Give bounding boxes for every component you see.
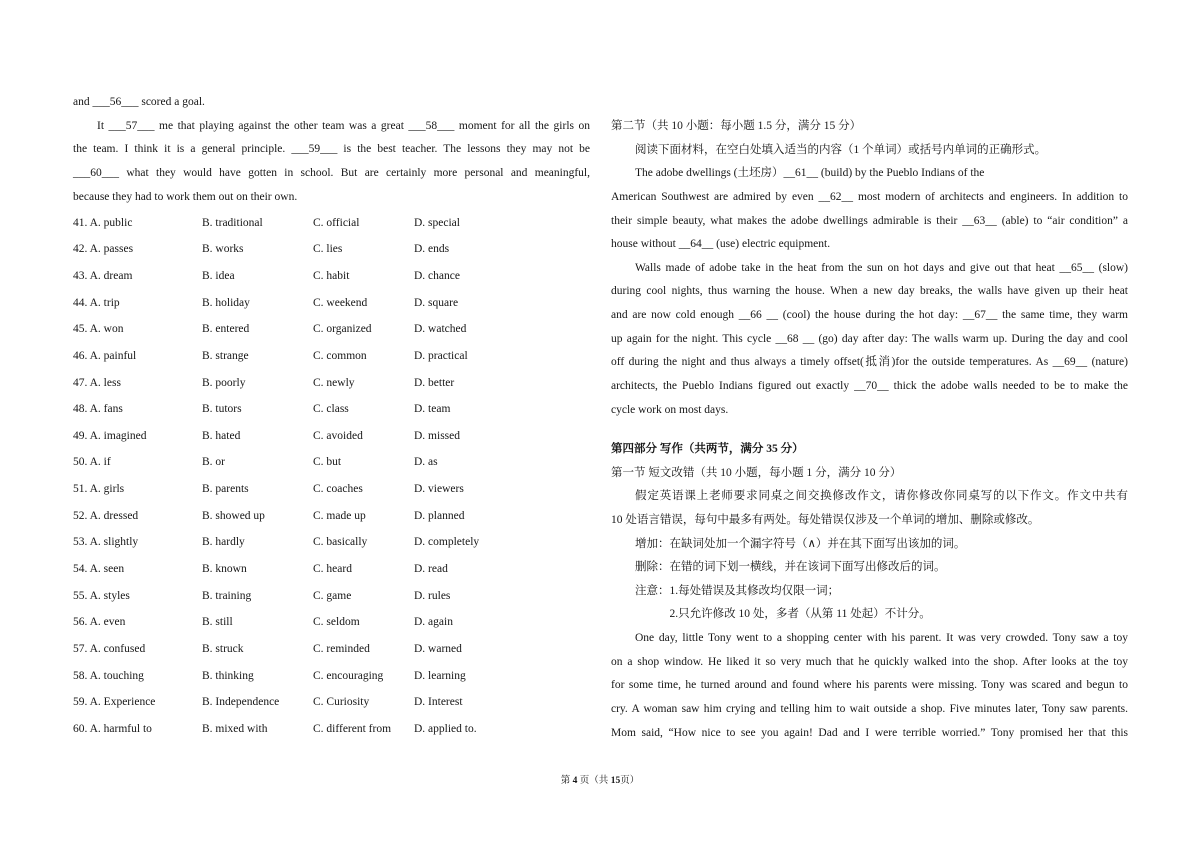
- option-text: A. styles: [89, 589, 130, 602]
- option-text: A. imagined: [89, 429, 147, 442]
- option-row: [73, 689, 590, 716]
- option-c: [313, 290, 367, 317]
- essay-line: One day, little Tony went to a shopping center with his parent. It was very crowded. Tony saw a toy: [635, 632, 1128, 645]
- option-c: [313, 583, 351, 610]
- option-row: [73, 583, 590, 610]
- passage-line: because they had to work them out on their own.: [73, 190, 298, 203]
- option-text: C. reminded: [313, 642, 370, 655]
- option-c: [313, 689, 369, 716]
- option-d: [414, 609, 453, 636]
- option-b: [202, 636, 244, 663]
- option-text: B. poorly: [202, 376, 246, 389]
- option-text: B. parents: [202, 483, 249, 496]
- option-b: [202, 609, 233, 636]
- option-text: C. encouraging: [313, 669, 384, 682]
- option-text: C. organized: [313, 323, 372, 336]
- option-text: B. hated: [202, 429, 241, 442]
- question-number: 56.: [73, 616, 88, 629]
- option-text: D. practical: [414, 349, 468, 362]
- option-text: B. strange: [202, 349, 249, 362]
- option-text: D. rules: [414, 589, 451, 602]
- option-d: [414, 716, 477, 743]
- option-a: [73, 503, 138, 530]
- page-footer-middle: 页（共: [579, 776, 609, 786]
- option-d: [414, 263, 460, 290]
- option-text: C. weekend: [313, 296, 368, 309]
- option-text: D. team: [414, 403, 451, 416]
- option-text: D. planned: [414, 509, 465, 522]
- option-b: [202, 663, 254, 690]
- option-d: [414, 529, 479, 556]
- option-text: D. square: [414, 296, 459, 309]
- option-text: D. learning: [414, 669, 466, 682]
- option-row: [73, 396, 590, 423]
- question-number: 55.: [73, 589, 88, 602]
- option-a: [73, 716, 152, 743]
- passage-line: their simple beauty, what makes the adobe dwellings admirable is their __63__ (able) to “air condition” a: [611, 214, 1128, 227]
- option-b: [202, 716, 268, 743]
- option-text: B. holiday: [202, 296, 250, 309]
- option-a: [73, 556, 124, 583]
- option-a: [73, 689, 155, 716]
- option-c: [313, 636, 370, 663]
- passage-line: up again for the night. This cycle __68 __ (go) day after day: The walls warm up. During the day and cool: [611, 332, 1128, 345]
- passage-line: house without __64__ (use) electric equipment.: [611, 238, 831, 251]
- cloze-passage-tail: [73, 91, 590, 209]
- option-a: [73, 449, 111, 476]
- option-text: A. confused: [89, 642, 146, 655]
- option-text: D. viewers: [414, 483, 464, 496]
- section-instruction: 阅读下面材料，在空白处填入适当的内容（1 个单词）或括号内单词的正确形式。: [635, 143, 1047, 156]
- option-d: [414, 663, 466, 690]
- option-b: [202, 423, 240, 450]
- passage-line: the team. I think it is a general principle. ___59___ is the best teacher. The lessons they may not be: [73, 143, 590, 156]
- question-number: 54.: [73, 563, 88, 576]
- option-row: [73, 343, 590, 370]
- option-text: D. warned: [414, 642, 462, 655]
- option-text: D. watched: [414, 323, 467, 336]
- option-b: [202, 449, 225, 476]
- section-instruction: 假定英语课上老师要求同桌之间交换修改作文，请你修改你同桌写的以下作文。作文中共有: [635, 490, 1128, 503]
- option-b: [202, 210, 263, 237]
- option-text: D. ends: [414, 243, 450, 256]
- option-a: [73, 529, 138, 556]
- option-text: B. Independence: [202, 696, 280, 709]
- option-text: C. Curiosity: [313, 696, 370, 709]
- option-text: A. passes: [89, 243, 134, 256]
- option-text: C. seldom: [313, 616, 360, 629]
- option-a: [73, 476, 124, 503]
- notes-label: 注意：: [635, 584, 670, 597]
- option-b: [202, 316, 249, 343]
- option-text: A. public: [89, 216, 133, 229]
- option-d: [414, 636, 462, 663]
- option-row: [73, 556, 590, 583]
- passage-line: architects, the Pueblo Indians figured out exactly __70__ thick the adobe walls needed to be to make the: [611, 380, 1128, 393]
- option-d: [414, 449, 438, 476]
- section-heading: 第二节（共 10 小题：每小题 1.5 分，满分 15 分）: [611, 120, 862, 132]
- option-text: C. basically: [313, 536, 368, 549]
- option-row: [73, 503, 590, 530]
- option-c: [313, 263, 349, 290]
- option-c: [313, 503, 366, 530]
- option-c: [313, 663, 383, 690]
- option-text: D. applied to.: [414, 722, 477, 735]
- cloze-options-list: [73, 210, 590, 743]
- option-d: [414, 689, 463, 716]
- page-footer: [400, 772, 800, 790]
- passage-line: and are now cold enough __66 __ (cool) the house during the hot day: __67__ the same time, they warm: [611, 309, 1128, 322]
- option-text: A. if: [89, 456, 111, 469]
- question-number: 47.: [73, 376, 88, 389]
- question-number: 41.: [73, 216, 88, 229]
- option-text: A. seen: [89, 563, 125, 576]
- question-number: 53.: [73, 536, 88, 549]
- option-a: [73, 396, 123, 423]
- option-b: [202, 396, 242, 423]
- option-text: D. read: [414, 563, 448, 576]
- option-c: [313, 609, 360, 636]
- delete-rule: 删除：在错的词下划一横线，并在该词下面写出修改后的词。: [635, 561, 946, 574]
- option-text: C. but: [313, 456, 342, 469]
- part-heading: 第四部分 写作（共两节，满分 35 分）: [611, 443, 804, 455]
- option-row: [73, 663, 590, 690]
- option-d: [414, 343, 468, 370]
- note-item: 2.只允许修改 10 处，多者（从第 11 处起）不计分。: [669, 608, 931, 621]
- option-text: A. Experience: [89, 696, 156, 709]
- option-text: D. chance: [414, 269, 460, 282]
- option-b: [202, 236, 244, 263]
- question-number: 52.: [73, 509, 88, 522]
- option-row: [73, 370, 590, 397]
- option-text: C. heard: [313, 563, 352, 576]
- page-footer-prefix: 第: [560, 776, 571, 786]
- option-c: [313, 316, 372, 343]
- option-row: [73, 449, 590, 476]
- option-row: [73, 636, 590, 663]
- option-text: C. habit: [313, 269, 350, 282]
- option-text: B. mixed with: [202, 722, 268, 735]
- add-rule: 增加：在缺词处加一个漏字符号（∧）并在其下面写出该加的词。: [635, 537, 966, 550]
- option-a: [73, 263, 132, 290]
- option-b: [202, 583, 251, 610]
- option-text: C. newly: [313, 376, 355, 389]
- option-text: A. won: [89, 323, 124, 336]
- option-d: [414, 556, 448, 583]
- option-text: D. again: [414, 616, 453, 629]
- option-text: B. hardly: [202, 536, 245, 549]
- option-a: [73, 609, 125, 636]
- page-footer-suffix: 页）: [620, 776, 640, 786]
- notes: [611, 580, 1128, 627]
- option-row: [73, 210, 590, 237]
- option-row: [73, 609, 590, 636]
- option-text: A. slightly: [89, 536, 139, 549]
- passage-line: during cool nights, thus warning the house. When a new day breaks, the walls have given up their heat: [611, 285, 1128, 298]
- option-a: [73, 236, 133, 263]
- option-b: [202, 290, 250, 317]
- passage-line: Walls made of adobe take in the heat from the sun on hot days and give out that heat __65__ (slow): [635, 261, 1128, 274]
- option-text: A. girls: [89, 483, 125, 496]
- option-row: [73, 290, 590, 317]
- option-b: [202, 689, 279, 716]
- option-text: A. touching: [89, 669, 144, 682]
- option-c: [313, 423, 363, 450]
- option-a: [73, 636, 145, 663]
- option-text: A. even: [89, 616, 126, 629]
- option-text: B. training: [202, 589, 252, 602]
- option-a: [73, 316, 124, 343]
- option-text: C. avoided: [313, 429, 363, 442]
- option-b: [202, 476, 249, 503]
- question-number: 60.: [73, 722, 88, 735]
- question-number: 50.: [73, 456, 88, 469]
- option-c: [313, 529, 367, 556]
- option-d: [414, 370, 454, 397]
- option-text: C. different from: [313, 722, 392, 735]
- option-text: D. Interest: [414, 696, 463, 709]
- option-a: [73, 210, 132, 237]
- option-text: D. better: [414, 376, 455, 389]
- option-text: B. traditional: [202, 216, 263, 229]
- essay-line: cry. A woman saw him crying and telling him to wait outside a shop. Five minutes later, Tony saw parents.: [611, 703, 1128, 716]
- option-a: [73, 290, 120, 317]
- option-d: [414, 583, 450, 610]
- option-c: [313, 716, 391, 743]
- option-b: [202, 529, 245, 556]
- option-text: B. works: [202, 243, 244, 256]
- option-row: [73, 529, 590, 556]
- option-row: [73, 476, 590, 503]
- option-text: B. or: [202, 456, 225, 469]
- option-text: B. tutors: [202, 403, 242, 416]
- option-a: [73, 343, 136, 370]
- option-text: A. harmful to: [89, 722, 152, 735]
- option-text: C. common: [313, 349, 367, 362]
- passage-line: and ___56___ scored a goal.: [73, 96, 205, 108]
- page-number: 4: [572, 776, 578, 786]
- option-d: [414, 396, 450, 423]
- option-c: [313, 556, 352, 583]
- notes-list: [670, 580, 931, 627]
- option-text: A. painful: [89, 349, 137, 362]
- option-b: [202, 556, 247, 583]
- option-text: B. showed up: [202, 509, 265, 522]
- question-number: 46.: [73, 349, 88, 362]
- question-number: 59.: [73, 696, 88, 709]
- option-text: A. fans: [89, 403, 123, 416]
- option-c: [313, 370, 355, 397]
- option-text: B. known: [202, 563, 247, 576]
- option-d: [414, 503, 464, 530]
- option-a: [73, 583, 130, 610]
- passage-line: American Southwest are admired by even __62__ most modern of architects and engineers. In addition to: [611, 190, 1128, 203]
- option-d: [414, 210, 460, 237]
- question-number: 42.: [73, 243, 88, 256]
- option-d: [414, 316, 466, 343]
- essay-line: for some time, he turned around and found where his parents were missing. Tony was scared and begun to: [611, 679, 1128, 692]
- option-row: [73, 316, 590, 343]
- essay-line: on a shop window. He liked it so very much that he quickly walked into the shop. After looks at the toy: [611, 655, 1128, 668]
- option-text: A. dressed: [89, 509, 139, 522]
- option-text: C. class: [313, 403, 349, 416]
- option-a: [73, 663, 144, 690]
- option-d: [414, 290, 458, 317]
- part-4-writing: [611, 438, 1128, 745]
- option-c: [313, 236, 342, 263]
- option-row: [73, 263, 590, 290]
- essay-line: Mom said, “How nice to see you again! Dad and I were terrible worried.” Tony promised her that this: [611, 726, 1128, 739]
- section-instruction: 10 处语言错误，每句中最多有两处。每处错误仅涉及一个单词的增加、删除或修改。: [611, 513, 1040, 526]
- question-number: 58.: [73, 669, 88, 682]
- option-text: C. official: [313, 216, 360, 229]
- passage-line: cycle work on most days.: [611, 403, 729, 416]
- option-c: [313, 396, 349, 423]
- option-text: B. thinking: [202, 669, 254, 682]
- option-c: [313, 343, 367, 370]
- option-c: [313, 476, 363, 503]
- passage-line: ___60___ what they would have gotten in school. But are certainly more personal and meaningful,: [73, 166, 590, 179]
- option-text: A. trip: [89, 296, 120, 309]
- option-b: [202, 343, 249, 370]
- passage-line: It ___57___ me that playing against the other team was a great ___58___ moment for all the girls on: [97, 119, 590, 132]
- passage-line: The adobe dwellings (土坯房）__61__ (build) by the Pueblo Indians of the: [635, 167, 985, 180]
- section-2-grammar-fill: [611, 115, 1128, 422]
- option-c: [313, 210, 359, 237]
- option-text: D. as: [414, 456, 438, 469]
- option-a: [73, 423, 146, 450]
- option-row: [73, 423, 590, 450]
- option-row: [73, 236, 590, 263]
- question-number: 57.: [73, 642, 88, 655]
- section-heading: 第一节 短文改错（共 10 小题，每小题 1 分，满分 10 分）: [611, 466, 902, 479]
- page-total: 15: [610, 776, 621, 786]
- option-b: [202, 503, 265, 530]
- option-c: [313, 449, 341, 476]
- option-row: [73, 716, 590, 743]
- option-text: D. missed: [414, 429, 460, 442]
- question-number: 49.: [73, 429, 88, 442]
- option-a: [73, 370, 121, 397]
- option-text: D. special: [414, 216, 460, 229]
- option-text: B. entered: [202, 323, 250, 336]
- option-text: D. completely: [414, 536, 480, 549]
- option-text: C. made up: [313, 509, 366, 522]
- option-text: B. struck: [202, 642, 244, 655]
- question-number: 51.: [73, 483, 88, 496]
- option-text: C. game: [313, 589, 352, 602]
- option-text: A. less: [89, 376, 121, 389]
- question-number: 45.: [73, 323, 88, 336]
- option-text: C. lies: [313, 243, 343, 256]
- option-d: [414, 236, 449, 263]
- option-d: [414, 476, 464, 503]
- question-number: 48.: [73, 403, 88, 416]
- question-number: 43.: [73, 269, 88, 282]
- option-text: C. coaches: [313, 483, 363, 496]
- question-number: 44.: [73, 296, 88, 309]
- option-text: A. dream: [89, 269, 133, 282]
- option-text: B. idea: [202, 269, 235, 282]
- passage-line: off during the night and thus always a timely offset(抵消)for the outside temperatures. As __69__ (nature): [611, 356, 1128, 369]
- option-b: [202, 370, 245, 397]
- option-b: [202, 263, 235, 290]
- note-item: 1.每处错误及其修改均仅限一词；: [669, 584, 840, 597]
- option-d: [414, 423, 460, 450]
- option-text: B. still: [202, 616, 233, 629]
